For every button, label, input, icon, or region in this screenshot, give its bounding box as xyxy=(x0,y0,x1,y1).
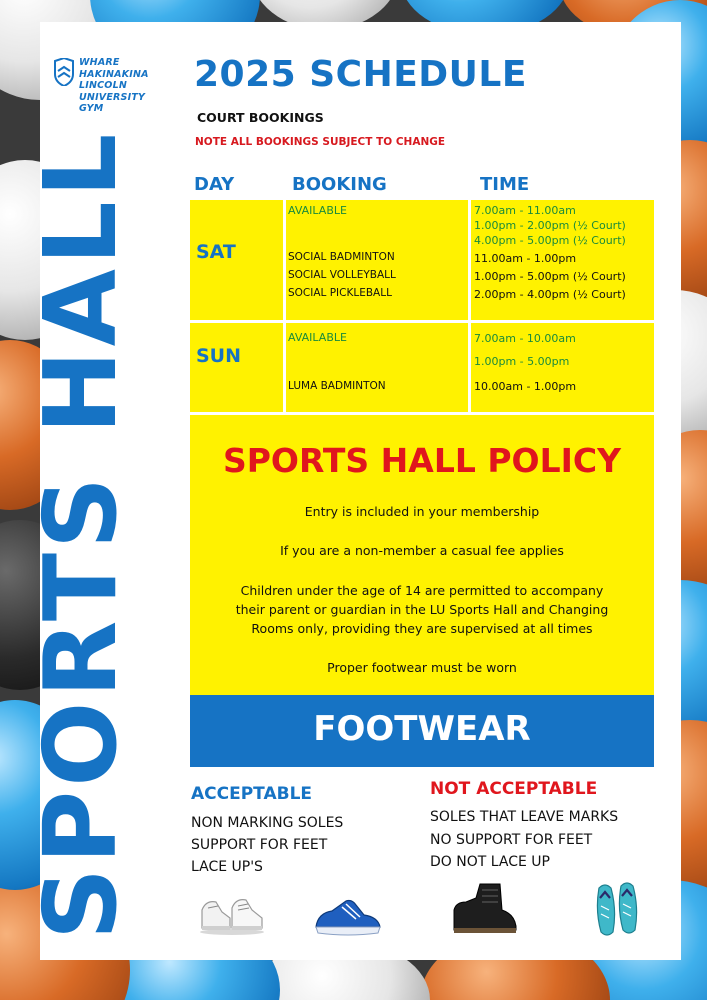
lincoln-gym-logo xyxy=(54,58,174,122)
not-acceptable-heading: NOT ACCEPTABLE xyxy=(430,779,598,799)
logo-line: HAKINAKINA xyxy=(79,68,149,80)
booking-name: SOCIAL BADMINTON xyxy=(288,251,395,263)
available-label: AVAILABLE xyxy=(288,331,347,344)
acceptable-heading: ACCEPTABLE xyxy=(191,784,313,804)
blue-running-shoe-icon xyxy=(312,893,384,939)
booking-time: 10.00am - 1.00pm xyxy=(474,380,577,393)
day-sat: SAT xyxy=(196,241,236,263)
footwear-title: FOOTWEAR xyxy=(313,709,531,749)
policy-line: If you are a non-member a casual fee applies xyxy=(280,543,564,558)
logo-line: UNIVERSITY xyxy=(79,91,146,103)
logo-line: WHARE xyxy=(79,57,120,68)
policy-line: Proper footwear must be worn xyxy=(327,660,517,675)
booking-name: LUMA BADMINTON xyxy=(288,380,386,392)
black-boot-icon xyxy=(448,880,520,936)
booking-time: 1.00pm - 5.00pm (½ Court) xyxy=(474,270,626,283)
available-time: 1.00pm - 2.00pm (½ Court) xyxy=(474,219,626,232)
flip-flops-icon xyxy=(593,880,643,938)
change-note: NOTE ALL BOOKINGS SUBJECT TO CHANGE xyxy=(195,136,446,148)
acceptable-item: LACE UP'S xyxy=(191,859,263,875)
side-title: SPORTS HALL xyxy=(22,129,139,940)
policy-title: SPORTS HALL POLICY xyxy=(222,441,622,480)
policy-line: Entry is included in your membership xyxy=(304,504,540,519)
available-time: 7.00am - 11.00am xyxy=(474,204,576,217)
available-time: 4.00pm - 5.00pm (½ Court) xyxy=(474,234,626,247)
available-time: 7.00am - 10.00am xyxy=(474,332,576,345)
not-acceptable-item: NO SUPPORT FOR FEET xyxy=(430,832,593,848)
booking-name: SOCIAL VOLLEYBALL xyxy=(288,269,396,281)
column-booking: BOOKING xyxy=(292,174,387,195)
column-day: DAY xyxy=(194,174,235,195)
booking-name: SOCIAL PICKLEBALL xyxy=(288,287,392,299)
page-title: 2025 SCHEDULE xyxy=(194,54,527,95)
policy-line: Children under the age of 14 are permitted to accompany their parent or guardian in the LU Sports Hall and Changing Rooms only, providing they are supervised at all times xyxy=(235,583,609,636)
logo-line: GYM xyxy=(79,103,104,114)
white-sneakers-icon xyxy=(196,888,268,936)
logo-line: LINCOLN xyxy=(79,80,127,91)
available-time: 1.00pm - 5.00pm xyxy=(474,355,570,368)
booking-time: 2.00pm - 4.00pm (½ Court) xyxy=(474,288,626,301)
column-time: TIME xyxy=(480,174,530,195)
booking-time: 11.00am - 1.00pm xyxy=(474,252,577,265)
logo-text xyxy=(79,57,149,115)
acceptable-item: SUPPORT FOR FEET xyxy=(191,837,328,853)
available-label: AVAILABLE xyxy=(288,204,347,217)
sun-day-cell xyxy=(190,323,283,412)
footwear-banner xyxy=(190,695,654,767)
policy-section xyxy=(190,415,654,695)
subtitle: COURT BOOKINGS xyxy=(197,110,324,125)
shield-chevron-icon xyxy=(54,58,74,86)
not-acceptable-item: SOLES THAT LEAVE MARKS xyxy=(430,809,619,825)
not-acceptable-item: DO NOT LACE UP xyxy=(430,854,550,870)
day-sun: SUN xyxy=(196,345,242,367)
acceptable-item: NON MARKING SOLES xyxy=(191,815,344,831)
